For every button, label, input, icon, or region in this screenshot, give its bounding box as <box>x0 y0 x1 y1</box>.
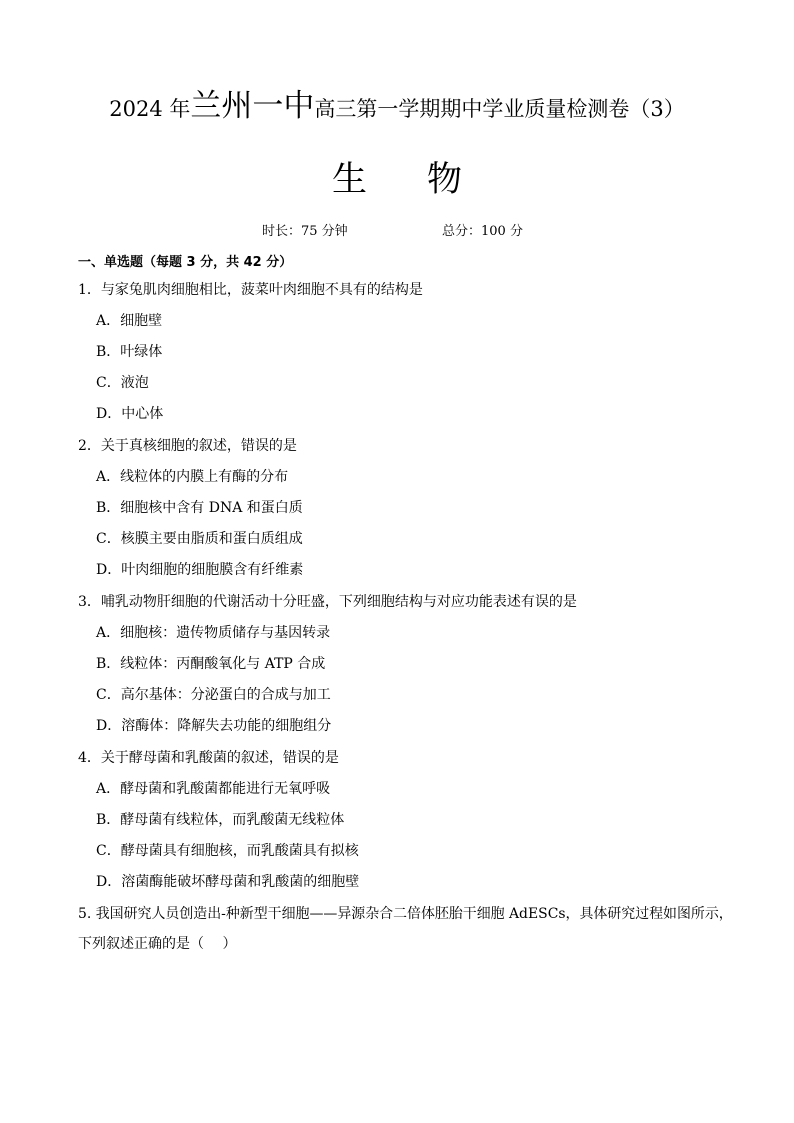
question-1-option-c: C．液泡 <box>96 375 149 391</box>
question-1-option-b: B．叶绿体 <box>96 344 163 360</box>
title-exam-name: 高三第一学期期中学业质量检测卷（3） <box>314 97 685 121</box>
question-4-option-d: D．溶菌酶能破坏酵母菌和乳酸菌的细胞壁 <box>96 874 360 890</box>
exam-duration: 时长：75 分钟 <box>262 224 348 239</box>
question-2-stem: 2．关于真核细胞的叙述，错误的是 <box>78 438 297 454</box>
question-4-option-c: C．酵母菌具有细胞核，而乳酸菌具有拟核 <box>96 843 359 859</box>
question-2-option-c: C．核膜主要由脂质和蛋白质组成 <box>96 531 303 547</box>
question-2-option-b: B．细胞核中含有 DNA 和蛋白质 <box>96 500 303 516</box>
question-1-option-a: A．细胞壁 <box>96 313 163 329</box>
question-4-option-a: A．酵母菌和乳酸菌都能进行无氧呼吸 <box>96 781 331 797</box>
subject-char-2: 物 <box>427 160 463 200</box>
question-2-option-d: D．叶肉细胞的细胞膜含有纤维素 <box>96 562 304 578</box>
question-3-option-b: B．线粒体：丙酮酸氧化与 ATP 合成 <box>96 656 326 672</box>
question-5-stem-continued: 下列叙述正确的是（ ） <box>78 936 237 952</box>
exam-title <box>0 88 794 127</box>
question-3-option-a: A．细胞核：遗传物质储存与基因转录 <box>96 625 331 641</box>
question-5-stem: 5. 我国研究人员创造出-种新型干细胞——异源杂合二倍体胚胎干细胞 AdESCs，具体研究过程如图所示， <box>78 906 733 922</box>
question-1-option-d: D．中心体 <box>96 406 164 422</box>
subject-char-1: 生 <box>331 160 367 200</box>
question-2-option-a: A．线粒体的内膜上有酶的分布 <box>96 469 289 485</box>
section-title: 一、单选题（每题 3 分，共 42 分） <box>78 255 293 270</box>
question-3-stem: 3．哺乳动物肝细胞的代谢活动十分旺盛，下列细胞结构与对应功能表述有误的是 <box>78 594 577 610</box>
title-school: 兰州一中 <box>190 88 315 124</box>
question-4-stem: 4．关于酵母菌和乳酸菌的叙述，错误的是 <box>78 750 339 766</box>
question-4-option-b: B．酵母菌有线粒体，而乳酸菌无线粒体 <box>96 812 345 828</box>
exam-total-score: 总分：100 分 <box>442 224 523 239</box>
question-3-option-c: C．高尔基体：分泌蛋白的合成与加工 <box>96 687 331 703</box>
title-year: 2024 年 <box>109 97 191 121</box>
question-1-stem: 1．与家兔肌肉细胞相比，菠菜叶肉细胞不具有的结构是 <box>78 282 423 298</box>
question-3-option-d: D．溶酶体：降解失去功能的细胞组分 <box>96 718 332 734</box>
subject-heading <box>0 155 794 205</box>
